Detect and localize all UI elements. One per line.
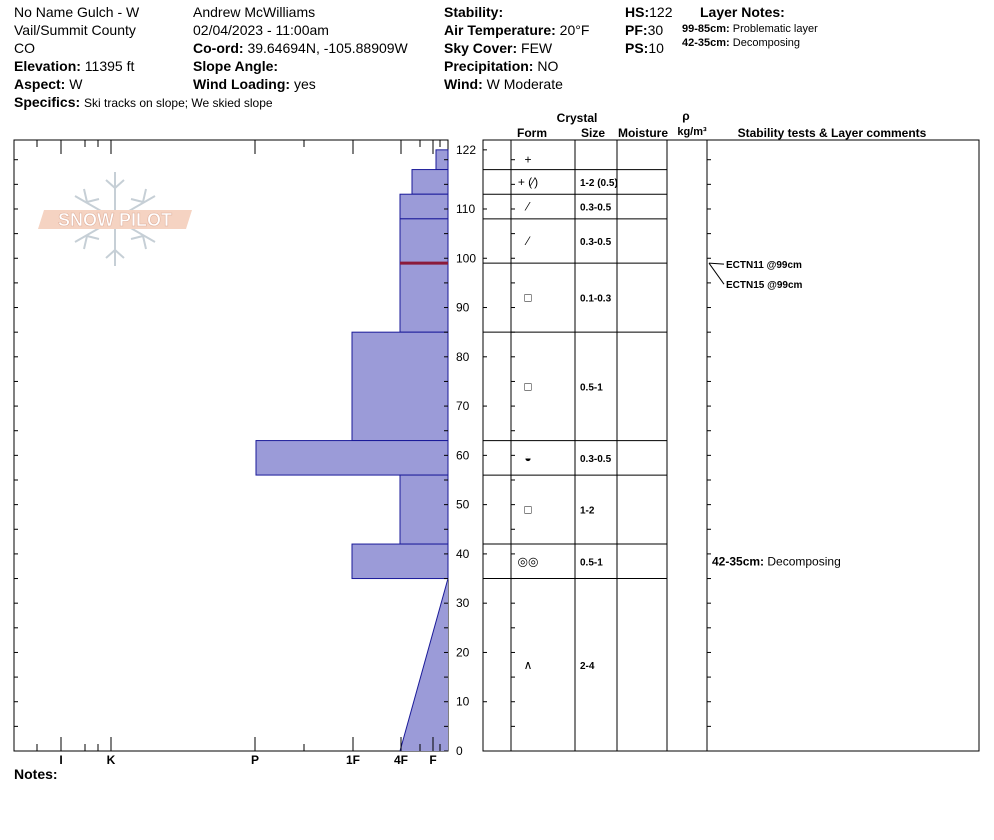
hardness-tick-label: P bbox=[250, 753, 260, 767]
hardness-tick-label: 4F bbox=[393, 753, 409, 767]
observation-datetime: 02/04/2023 - 11:00am bbox=[193, 22, 329, 38]
observer-name: Andrew McWilliams bbox=[193, 4, 316, 20]
crystal-form: □ bbox=[524, 290, 532, 305]
hardness-layer bbox=[400, 475, 448, 544]
crystal-form: ◎◎ bbox=[517, 554, 539, 569]
crystal-size: 0.3-0.5 bbox=[580, 237, 612, 249]
crystal-size: 0.3-0.5 bbox=[580, 202, 612, 214]
height-tick-label: 30 bbox=[456, 596, 470, 611]
hardness-layer bbox=[400, 194, 448, 219]
sky-label: Sky Cover: bbox=[444, 40, 518, 56]
layer-comment bbox=[712, 554, 841, 568]
aspect-value: W bbox=[69, 76, 83, 92]
crystal-size: 1-2 (0.5) bbox=[580, 177, 618, 189]
region-name: Vail/Summit County bbox=[14, 22, 136, 38]
notes-label: Notes: bbox=[14, 766, 58, 782]
stability-header: Stability tests & Layer comments bbox=[737, 126, 927, 140]
hardness-tick-label: K bbox=[106, 753, 116, 767]
crystal-size: 1-2 bbox=[580, 505, 595, 517]
hardness-layer bbox=[400, 219, 448, 263]
specifics-value: Ski tracks on slope; We skied slope bbox=[84, 96, 273, 110]
wind-value: W Moderate bbox=[486, 76, 563, 92]
height-tick-label: 110 bbox=[456, 201, 476, 216]
crystal-header: Crystal bbox=[556, 111, 598, 125]
hs-label: HS: bbox=[625, 4, 650, 20]
crystal-form: + (⁄) bbox=[517, 174, 539, 189]
logo-text: SNOW PILOT bbox=[58, 210, 172, 230]
height-tick-label: 60 bbox=[456, 448, 470, 463]
layer-comment-range: 42-35cm: bbox=[712, 554, 768, 569]
moisture-header: Moisture bbox=[617, 126, 669, 140]
elevation-value: 11395 ft bbox=[84, 58, 135, 74]
layer-note-text: Decomposing bbox=[732, 37, 801, 49]
layer-note-range: 42-35cm: bbox=[682, 37, 730, 49]
crystal-size: 2-4 bbox=[580, 660, 595, 672]
layer-note-range: 99-85cm: bbox=[682, 23, 730, 35]
hardness-tick-label: 1F bbox=[345, 753, 361, 767]
stability-test-label: ECTN11 @99cm bbox=[726, 260, 802, 272]
sky-value: FEW bbox=[521, 40, 553, 56]
ps-label: PS: bbox=[625, 40, 649, 56]
hardness-profile bbox=[14, 140, 448, 751]
height-tick-label: 0 bbox=[456, 744, 463, 758]
wind-loading-label: Wind Loading: bbox=[193, 76, 291, 92]
crystal-size: 0.1-0.3 bbox=[580, 293, 612, 305]
aspect-label: Aspect: bbox=[14, 76, 66, 92]
test-pointer bbox=[709, 263, 724, 284]
crystal-form: ∧ bbox=[523, 657, 533, 672]
crystal-form: ◒ bbox=[524, 450, 532, 465]
layer-comment-text: Decomposing bbox=[767, 554, 841, 569]
crystal-size: 0.5-1 bbox=[580, 382, 603, 394]
height-tick-label: 50 bbox=[456, 497, 470, 512]
crystal-form: ⁄ bbox=[526, 234, 530, 249]
pf-label: PF: bbox=[625, 22, 648, 38]
height-tick-label: 122 bbox=[456, 142, 477, 157]
hardness-layer bbox=[400, 263, 448, 332]
slope-label: Slope Angle: bbox=[193, 58, 279, 74]
precip-value: NO bbox=[537, 58, 559, 74]
air-temp-value: 20°F bbox=[559, 22, 590, 38]
form-header: Form bbox=[517, 126, 547, 140]
stability-label: Stability: bbox=[444, 4, 504, 20]
elevation-label: Elevation: bbox=[14, 58, 81, 74]
precip-label: Precipitation: bbox=[444, 58, 534, 74]
crystal-size: 0.3-0.5 bbox=[580, 453, 612, 465]
coord-value: 39.64694N, -105.88909W bbox=[247, 40, 408, 56]
wind-label: Wind: bbox=[444, 76, 483, 92]
height-tick-label: 80 bbox=[456, 349, 470, 364]
height-tick-label: 70 bbox=[456, 399, 470, 414]
crystal-table bbox=[483, 140, 979, 751]
layer-notes-label: Layer Notes: bbox=[700, 4, 785, 20]
hardness-layer bbox=[256, 441, 448, 475]
hardness-tick-label: F bbox=[429, 753, 437, 767]
snowpilot-logo bbox=[38, 172, 192, 266]
pf-value: 30 bbox=[647, 22, 664, 38]
height-tick-label: 40 bbox=[456, 546, 470, 561]
crystal-form: ⁄ bbox=[526, 199, 530, 214]
hardness-layer bbox=[352, 332, 448, 440]
crystal-form: □ bbox=[524, 379, 532, 394]
crystal-size: 0.5-1 bbox=[580, 557, 603, 569]
crystal-form: □ bbox=[524, 502, 532, 517]
rho-header: ρ bbox=[682, 109, 690, 123]
height-tick-label: 100 bbox=[456, 251, 477, 266]
height-tick-label: 10 bbox=[456, 694, 470, 709]
ps-value: 10 bbox=[648, 40, 664, 56]
wind-loading-value: yes bbox=[293, 76, 316, 92]
table-frame bbox=[483, 140, 979, 751]
air-temp-label: Air Temperature: bbox=[444, 22, 556, 38]
hardness-layer bbox=[412, 170, 448, 195]
stability-test-label: ECTN15 @99cm bbox=[726, 280, 803, 292]
size-header: Size bbox=[580, 126, 606, 140]
hs-value: 122 bbox=[649, 4, 673, 20]
height-tick-label: 20 bbox=[456, 645, 470, 660]
hardness-layer bbox=[352, 544, 448, 578]
layer-note-text: Problematic layer bbox=[732, 23, 818, 35]
height-tick-label: 90 bbox=[456, 300, 470, 315]
density-unit-header: kg/m³ bbox=[677, 126, 707, 138]
location-name: No Name Gulch - W bbox=[14, 4, 140, 20]
coord-label: Co-ord: bbox=[193, 40, 244, 56]
test-pointer bbox=[709, 263, 724, 264]
hardness-tick-label: I bbox=[59, 753, 63, 767]
crystal-form: + bbox=[524, 152, 532, 167]
specifics-label: Specifics: bbox=[14, 94, 81, 110]
state-name: CO bbox=[14, 40, 35, 56]
